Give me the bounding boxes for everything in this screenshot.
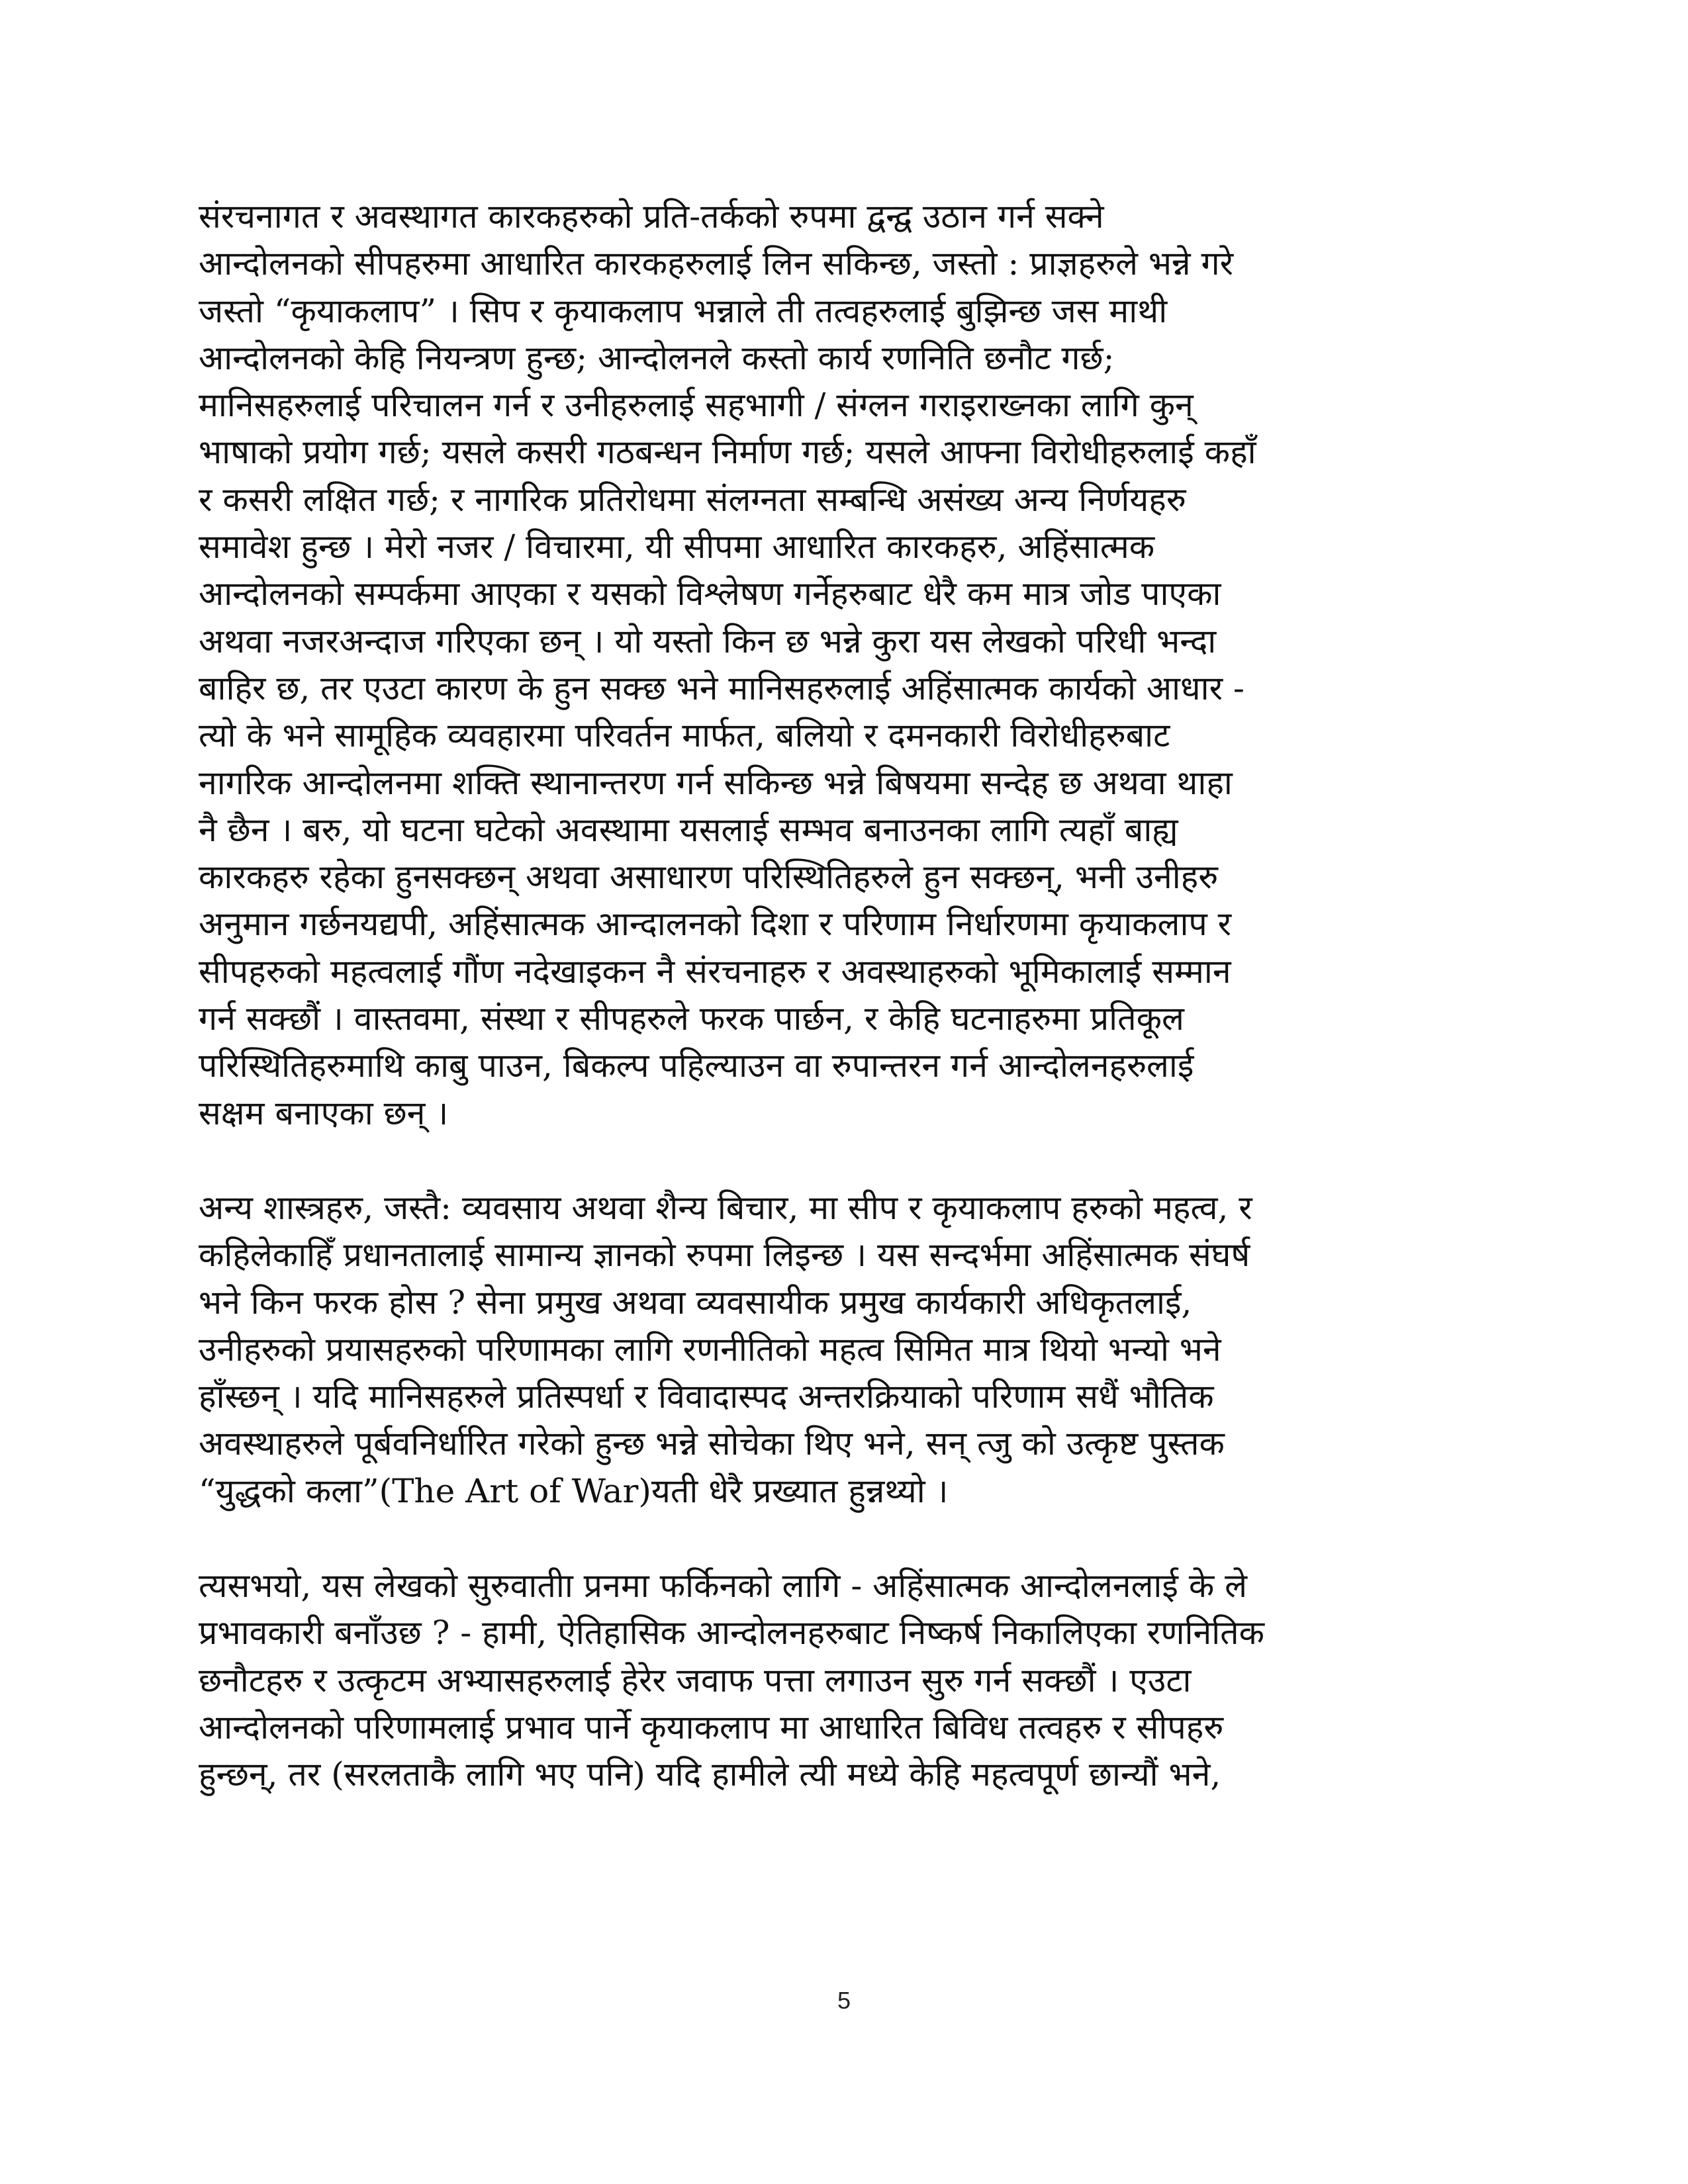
text-line: आन्दोलनको परिणामलाई प्रभाव पार्ने कृयाकलाप मा आधारित बिविध तत्वहरु र सीपहरु bbox=[199, 1707, 1224, 1747]
text-line: अथवा नजरअन्दाज गरिएका छन् । यो यस्तो किन छ भन्ने कुरा यस लेखको परिधी भन्दा bbox=[199, 621, 1217, 660]
text-line: उनीहरुको प्रयासहरुको परिणामका लागि रणनीतिको महत्व सिमित मात्र थियो भन्यो भने bbox=[199, 1330, 1221, 1369]
text-line: हाँस्छन् । यदि मानिसहरुले प्रतिस्पर्धा र विवादास्पद अन्तरक्रियाको परिणाम सधैं भौतिक bbox=[199, 1377, 1214, 1416]
paragraph-spacer bbox=[199, 1137, 1496, 1185]
page-number: 5 bbox=[837, 1987, 851, 2014]
text-line: सक्षम बनाएका छन् । bbox=[199, 1093, 449, 1132]
text-line: जस्तो “कृयाकलाप” । सिप र कृयाकलाप भन्नाले ती तत्वहरुलाई बुझिन्छ जस माथी bbox=[199, 291, 1168, 330]
text-line: समावेश हुन्छ । मेरो नजर / विचारमा, यी सीपमा आधारित कारकहरु, अहिंसात्मक bbox=[199, 527, 1155, 567]
text-line: अनुमान गर्छनयद्यपी, अहिंसात्मक आन्दालनको दिशा र परिणाम निर्धारणमा कृयाकलाप र bbox=[199, 905, 1232, 944]
text-line: अन्य शास्त्रहरु, जस्तै: व्यवसाय अथवा शैन्य बिचार, मा सीप र कृयाकलाप हरुको महत्व, र bbox=[199, 1188, 1252, 1227]
text-line: “युद्धको कला”(The Art of War)यती धेरै प्रख्यात हुन्नथ्यो । bbox=[199, 1471, 949, 1510]
text-line: गर्न सक्छौं । वास्तवमा, संस्था र सीपहरुले फरक पार्छन, र केहि घटनाहरुमा प्रतिकूल bbox=[199, 999, 1184, 1038]
text-line: आन्दोलनको सीपहरुमा आधारित कारकहरुलाई लिन सकिन्छ, जस्तो : प्राज्ञहरुले भन्ने गरे bbox=[199, 244, 1234, 283]
text-line: अवस्थाहरुले पूर्बवनिर्धारित गरेको हुन्छ भन्ने सोचेका थिए भने, सन् त्जु को उत्कृष्ट पुस्तक bbox=[199, 1424, 1225, 1463]
text-line: संरचनागत र अवस्थागत कारकहरुको प्रति-तर्कको रुपमा द्वन्द्व उठान गर्न सक्ने bbox=[199, 197, 1104, 236]
text-line: परिस्थितिहरुमाथि काबु पाउन, बिकल्प पहिल्याउन वा रुपान्तरन गर्न आन्दोलनहरुलाई bbox=[199, 1046, 1194, 1085]
text-line: मानिसहरुलाई परिचालन गर्न र उनीहरुलाई सहभागी / संग्लन गराइराख्नका लागि कुन् bbox=[199, 386, 1194, 425]
text-line: कारकहरु रहेका हुनसक्छन् अथवा असाधारण परिस्थितिहरुले हुन सक्छन्, भनी उनीहरु bbox=[199, 858, 1219, 897]
text-line: हुन्छन्, तर (सरलताकै लागि भए पनि) यदि हामीले त्यी मध्ये केहि महत्वपूर्ण छान्यौं भने, bbox=[199, 1755, 1221, 1794]
text-line: त्यसभयो, यस लेखको सुरुवातीा प्रनमा फर्किनको लागि - अहिंसात्मक आन्दोलनलाई के ले bbox=[199, 1567, 1248, 1606]
text-line: छनौटहरु र उत्कृटम अभ्यासहरुलाई हेरेर जवाफ पत्ता लगाउन सुरु गर्न सक्छौं । एउटा bbox=[199, 1661, 1192, 1700]
text-line: नै छैन । बरु, यो घटना घटेको अवस्थामा यसलाई सम्भव बनाउनका लागि त्यहाँ बाह्य bbox=[199, 810, 1178, 849]
text-line: त्यो के भने सामूहिक व्यवहारमा परिवर्तन मार्फत, बलियो र दमनकारी विरोधीहरुबाट bbox=[199, 716, 1170, 755]
text-line: सीपहरुको महत्वलाई गौंण नदेखाइकन नै संरचनाहरु र अवस्थाहरुको भूमिकालाई सम्मान bbox=[199, 952, 1231, 991]
text-line: र कसरी लक्षित गर्छ; र नागरिक प्रतिरोधमा संलग्नता सम्बन्धि असंख्य अन्य निर्णयहरु bbox=[199, 480, 1186, 519]
paragraph-spacer bbox=[199, 1515, 1496, 1563]
text-line: नागरिक आन्दोलनमा शक्ति स्थानान्तरण गर्न सकिन्छ भन्ने बिषयमा सन्देह छ अथवा थाहा bbox=[199, 763, 1233, 802]
text-line: भने किन फरक होस ? सेना प्रमुख अथवा व्यवसायीक प्रमुख कार्यकारी अधिकृतलाई, bbox=[199, 1283, 1192, 1322]
body-text bbox=[199, 193, 1496, 1799]
paragraph bbox=[199, 193, 1496, 1137]
text-line: कहिलेकाहिँ प्रधानतालाई सामान्य ज्ञानको रुपमा लिइन्छ । यस सन्दर्भमा अहिंसात्मक संघर्ष bbox=[199, 1236, 1250, 1275]
paragraph bbox=[199, 1563, 1496, 1798]
text-line: भाषाको प्रयोग गर्छ; यसले कसरी गठबन्धन निर्माण गर्छ; यसले आफ्ना विरोधीहरुलाई कहाँ bbox=[199, 433, 1256, 472]
paragraph bbox=[199, 1185, 1496, 1515]
text-line: बाहिर छ, तर एउटा कारण के हुन सक्छ भने मानिसहरुलाई अहिंसात्मक कार्यको आधार - bbox=[199, 668, 1244, 707]
text-line: आन्दोलनको सम्पर्कमा आएका र यसको विश्लेषण गर्नेहरुबाट धेरै कम मात्र जोड पाएका bbox=[199, 574, 1221, 614]
text-line: आन्दोलनको केहि नियन्त्रण हुन्छ; आन्दोलनले कस्तो कार्य रणनिति छनौट गर्छ; bbox=[199, 338, 1115, 377]
text-line: प्रभावकारी बनाँउछ ? - हामी, ऐतिहासिक आन्दोलनहरुबाट निष्कर्ष निकालिएका रणनितिक bbox=[199, 1614, 1265, 1653]
